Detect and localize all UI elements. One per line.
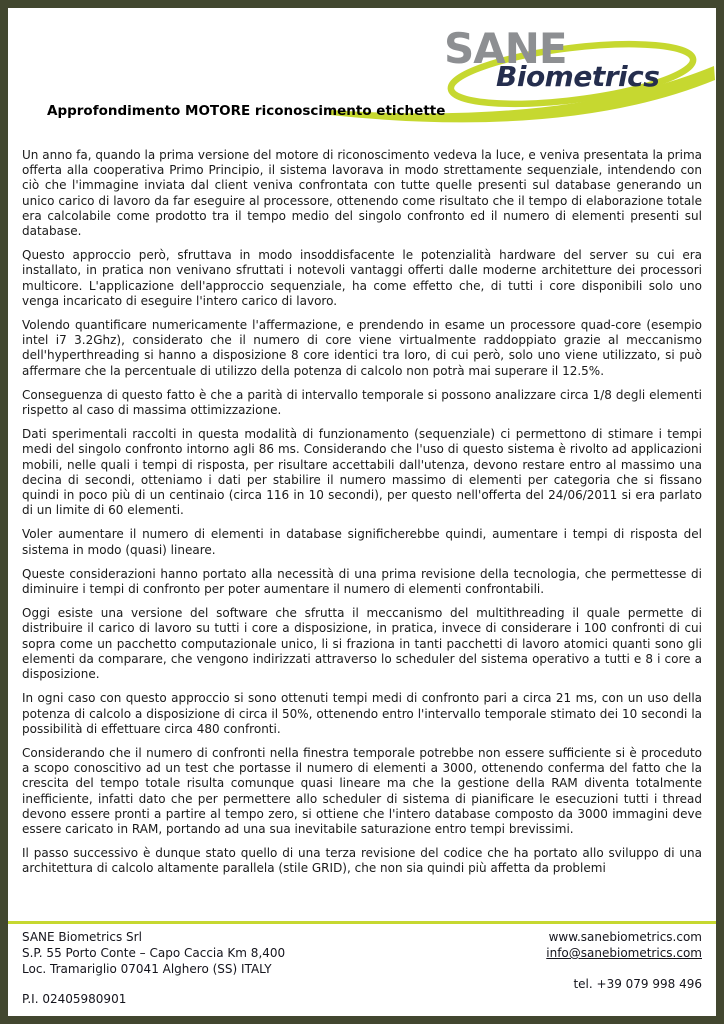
footer-divider: [8, 921, 716, 924]
logo: [8, 8, 716, 140]
body-paragraph-3: Volendo quantificare numericamente l'affermazione, e prendendo in esame un processore quad-core (esempio intel i7 3.2Ghz), considerato che il numero di core viene virtualmente raddoppiato grazie al meccanismo dell'hyperthreading si hanno a disposizione 8 core identici tra loro, di cui però, solo uno viene utilizzato, si può affermare che la percentuale di utilizzo della potenza di calcolo non potrà mai superare il 12.5%.: [22, 318, 702, 378]
footer-address-block: [22, 929, 285, 1007]
page-title: Approfondimento MOTORE riconoscimento etichette: [47, 103, 446, 119]
body-paragraph-4: Conseguenza di questo fatto è che a parità di intervallo temporale si possono analizzare circa 1/8 degli elementi rispetto al caso di massima ottimizzazione.: [22, 387, 702, 418]
body-paragraph-8: Oggi esiste una versione del software che sfrutta il meccanismo del multithreading il quale permette di distribuire il carico di lavoro su tutti i core a disposizione, in pratica, invece di considerare i 100 confronti di cui sopra come un pacchetto computazionale unico, li si fraziona in tanti pacchetti di lavoro atomici quanti sono gli elementi da comparare, che vengono indirizzati attraverso lo scheduler del sistema operativo a tutti e 8 i core a disposizione.: [22, 606, 702, 682]
body-paragraph-10: Considerando che il numero di confronti nella finestra temporale potrebbe non essere sufficiente si è proceduto a scopo conoscitivo ad un test che portasse il numero di elementi a 3000, ottenendo conferma del fatto che la crescita del tempo totale risulta comunque quasi lineare ma che la gestione della RAM diventa totalmente inefficiente, infatti dato che per permettere allo scheduler di sistema di pianificare le esecuzioni tutti i thread devono essere pronti a partire al tempo zero, si ottiene che l'intero database composto da 3000 immagini deve essere caricato in RAM, portando ad una sua inevitabile saturazione entro tempi brevissimi.: [22, 745, 702, 836]
page-footer: [8, 921, 716, 1016]
body-paragraph-9: In ogni caso con questo approccio si sono ottenuti tempi medi di confronto pari a circa 21 ms, con un uso della potenza di calcolo a disposizione di circa il 50%, ottenendo entro l'intervallo temporale stimato dei 10 secondi la possibilità di effettuare circa 480 confronti.: [22, 691, 702, 736]
email-link[interactable]: info@sanebiometrics.com: [546, 946, 702, 960]
address-line-2: Loc. Tramariglio 07041 Alghero (SS) ITALY: [22, 962, 272, 976]
vat-number: P.I. 02405980901: [22, 992, 127, 1006]
footer-contact-block: [546, 929, 702, 1007]
document-body: [22, 148, 702, 918]
address-line-1: S.P. 55 Porto Conte – Capo Caccia Km 8,400: [22, 946, 286, 960]
body-paragraph-1: Un anno fa, quando la prima versione del motore di riconoscimento vedeva la luce, e veniva presentata la prima offerta alla cooperativa Primo Principio, il sistema lavorava in modo strettamente sequenziale, intendendo con ciò che l'immagine inviata dal client veniva confrontata con tutte quelle presenti sul database generando un unico carico di lavoro da far eseguire al processore, ottenendo come risultato che il tempo di elaborazione totale era calcolabile come prodotto tra il tempo medio del singolo confronto ed il numero di elementi presenti sul database.: [22, 148, 702, 239]
logo-secondary-text: Biometrics: [496, 60, 660, 93]
body-paragraph-2: Questo approccio però, sfruttava in modo insoddisfacente le potenzialità hardware del server su cui era installato, in pratica non venivano sfruttati i notevoli vantaggi offerti dalle moderne architetture dei processori multicore. L'applicazione dell'approccio sequenziale, ha come effetto che, di tutti i core disponibili solo uno venga incaricato di eseguire l'intero carico di lavoro.: [22, 248, 702, 308]
phone-number: tel. +39 079 998 496: [573, 977, 702, 991]
footer-columns: [8, 929, 716, 1007]
body-paragraph-6: Voler aumentare il numero di elementi in database significherebbe quindi, aumentare i tempi di risposta del sistema in modo (quasi) lineare.: [22, 527, 702, 557]
body-paragraph-11: Il passo successivo è dunque stato quello di una terza revisione del codice che ha portato allo sviluppo di una architettura di calcolo altamente parallela (stile GRID), che non sia quindi più affetta da problemi: [22, 846, 702, 876]
body-paragraph-5: Dati sperimentali raccolti in questa modalità di funzionamento (sequenziale) ci permettono di stimare i tempi medi del singolo confronto intorno agli 86 ms. Considerando che l'uso di questo sistema è rivolto ad applicazioni mobili, nelle quali i tempi di risposta, per risultare accettabili dall'utenza, devono restare entro al massimo una decina di secondi, otteniamo i dati per stabilire il numero massimo di elementi per categoria che si fissano quindi in poco più di un centinaio (circa 116 in 10 secondi), per questo nell'offerta del 24/06/2011 si era parlato di un limite di 60 elementi.: [22, 427, 702, 518]
company-name: SANE Biometrics Srl: [22, 930, 142, 944]
website-link[interactable]: www.sanebiometrics.com: [548, 930, 702, 944]
body-paragraph-7: Queste considerazioni hanno portato alla necessità di una prima revisione della tecnologia, che permettesse di diminuire i tempi di confronto per poter aumentare il numero di elementi confrontabili.: [22, 566, 702, 597]
logo-primary-text: SANE: [444, 24, 567, 73]
